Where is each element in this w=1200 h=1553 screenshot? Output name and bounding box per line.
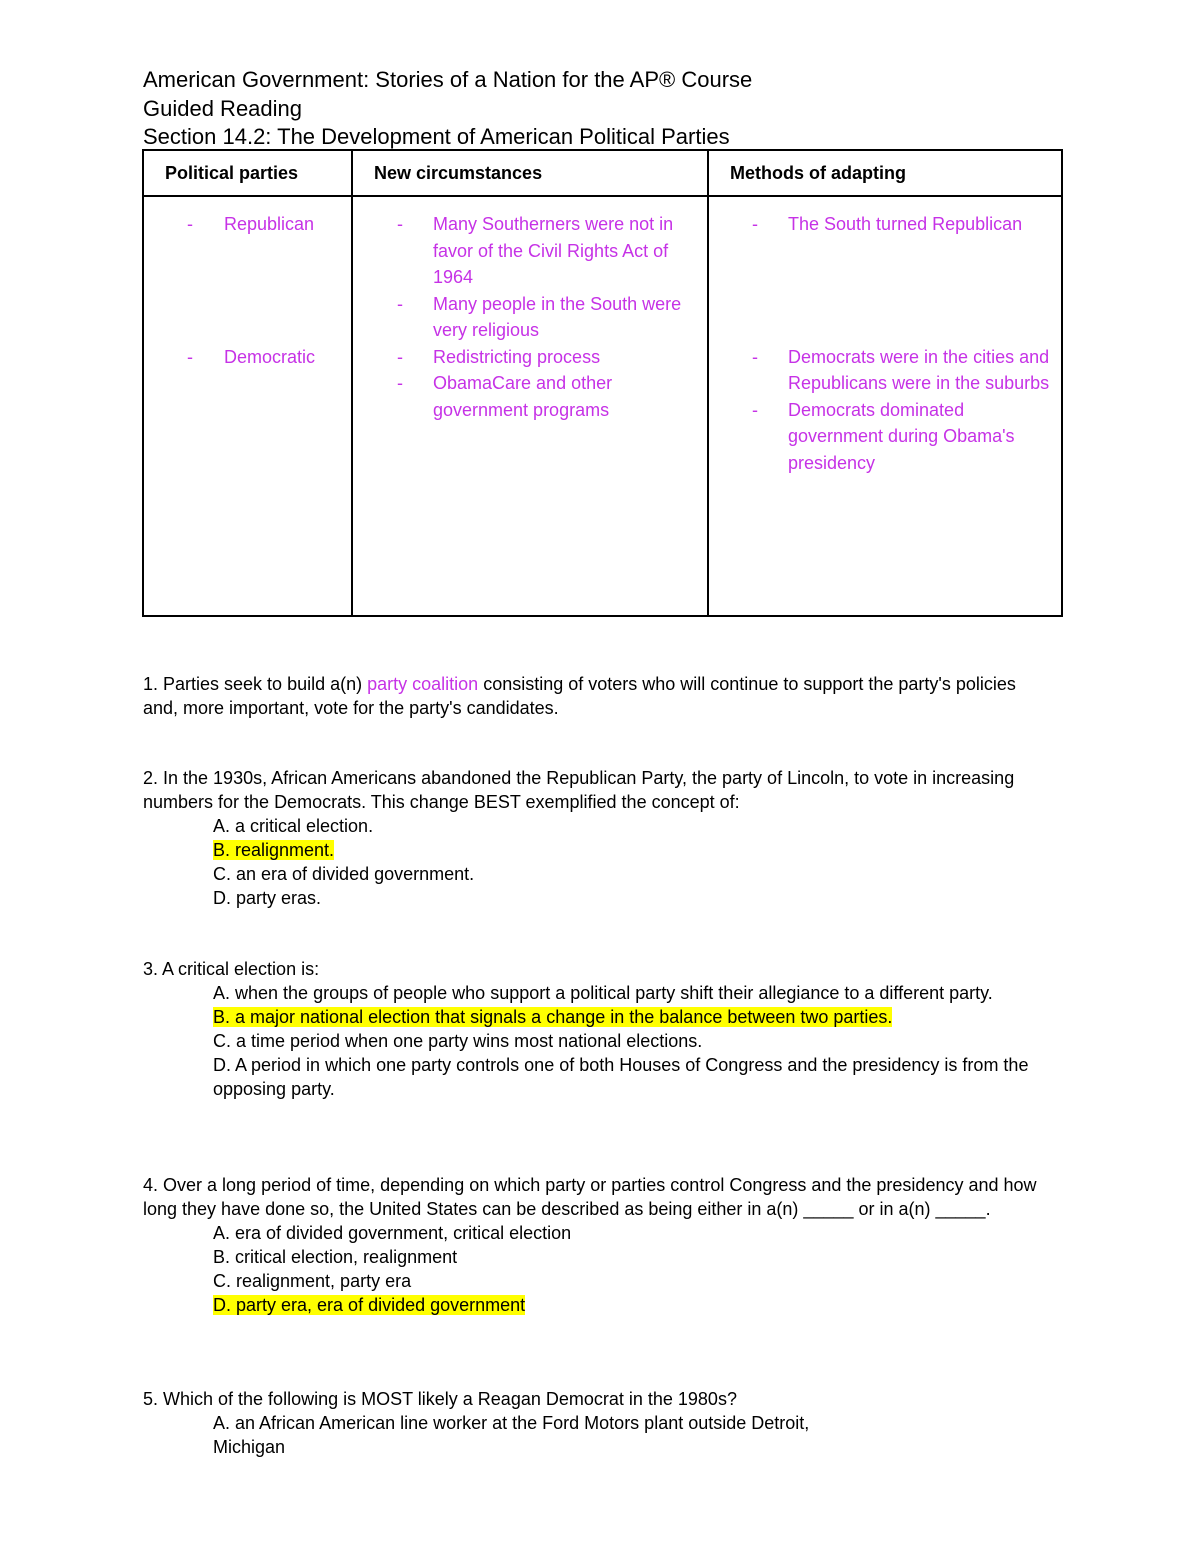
question-1 xyxy=(143,672,1043,720)
question-3-stem: 3. A critical election is: xyxy=(143,959,320,979)
option-a: A. era of divided government, critical election xyxy=(213,1223,572,1243)
option-b-highlighted: B. realignment. xyxy=(213,840,335,860)
dash-bullet: - xyxy=(397,293,403,314)
dash-bullet: - xyxy=(752,346,758,367)
circumstance-item xyxy=(353,370,707,423)
circumstances-cell xyxy=(352,196,708,616)
question-2-stem: 2. In the 1930s, African Americans abandoned the Republican Party, the party of Lincoln, to vote in increasing numbers for the Democrats. This change BEST exemplified the concept of: xyxy=(143,768,1015,812)
course-title: American Government: Stories of a Nation for the AP® Course xyxy=(143,67,753,92)
option-d-highlighted: D. party era, era of divided government xyxy=(213,1295,526,1315)
dash-bullet: - xyxy=(187,214,193,234)
section-title: Section 14.2: The Development of American Political Parties xyxy=(143,124,730,149)
method-text: Democrats were in the cities and Republicans were in the suburbs xyxy=(788,346,1050,393)
option-a: A. a critical election. xyxy=(213,816,374,836)
option-d: D. party eras. xyxy=(213,888,322,908)
dash-bullet: - xyxy=(752,399,758,420)
option-a: A. when the groups of people who support a political party shift their allegiance to a different party. xyxy=(213,983,993,1003)
circumstance-item xyxy=(353,291,707,344)
option-c: C. realignment, party era xyxy=(213,1271,412,1291)
party-item xyxy=(144,211,351,238)
method-item xyxy=(709,397,1061,477)
circumstance-text: ObamaCare and other government programs xyxy=(433,373,613,420)
parties-cell xyxy=(143,196,352,616)
guided-reading-table xyxy=(142,149,1063,617)
method-text: Democrats dominated government during Obama's presidency xyxy=(788,399,1015,473)
option-d: D. A period in which one party controls one of both Houses of Congress and the presidency is from the opposing party. xyxy=(213,1055,1029,1099)
circumstance-item xyxy=(353,211,707,291)
dash-bullet: - xyxy=(187,346,193,367)
question-1-after: consisting of voters who will continue to support the party's policies and, more important, vote for the party's candidates. xyxy=(143,674,1016,718)
question-2 xyxy=(143,766,1043,910)
circumstance-item xyxy=(353,344,707,371)
dash-bullet: - xyxy=(397,346,403,367)
dash-bullet: - xyxy=(752,214,758,234)
method-item xyxy=(709,344,1061,397)
question-5-stem: 5. Which of the following is MOST likely a Reagan Democrat in the 1980s? xyxy=(143,1389,737,1409)
method-text: The South turned Republican xyxy=(788,214,1023,234)
question-4-stem: 4. Over a long period of time, depending on which party or parties control Congress and the presidency and how long they have done so, the United States can be described as being either in a(n) _____ or in a(n) _____. xyxy=(143,1175,1037,1219)
header-new-circumstances: New circumstances xyxy=(352,150,708,196)
option-a: A. an African American line worker at the Ford Motors plant outside Detroit, Michigan xyxy=(213,1413,810,1457)
circumstance-text: Many people in the South were very religious xyxy=(433,293,682,340)
circumstance-text: Redistricting process xyxy=(433,346,601,367)
header-methods-of-adapting: Methods of adapting xyxy=(708,150,1062,196)
table-row xyxy=(143,196,1062,616)
method-item xyxy=(709,211,1061,238)
question-1-answer: party coalition xyxy=(367,674,479,694)
question-5 xyxy=(143,1387,1043,1459)
party-item xyxy=(144,344,351,371)
question-3 xyxy=(143,957,1043,1101)
question-4 xyxy=(143,1173,1043,1317)
option-b-highlighted: B. a major national election that signals a change in the balance between two parties. xyxy=(213,1007,893,1027)
header-political-parties: Political parties xyxy=(143,150,352,196)
option-c: C. a time period when one party wins most national elections. xyxy=(213,1031,703,1051)
table-header-row xyxy=(143,150,1062,196)
option-b: B. critical election, realignment xyxy=(213,1247,458,1267)
dash-bullet: - xyxy=(397,214,403,234)
question-1-before: 1. Parties seek to build a(n) xyxy=(143,674,368,694)
party-republican: Republican xyxy=(224,214,315,234)
circumstance-text: Many Southerners were not in favor of the Civil Rights Act of 1964 xyxy=(433,214,674,287)
party-democratic: Democratic xyxy=(224,346,316,367)
option-c: C. an era of divided government. xyxy=(213,864,475,884)
dash-bullet: - xyxy=(397,373,403,393)
methods-cell xyxy=(708,196,1062,616)
document-subtitle: Guided Reading xyxy=(143,96,303,121)
